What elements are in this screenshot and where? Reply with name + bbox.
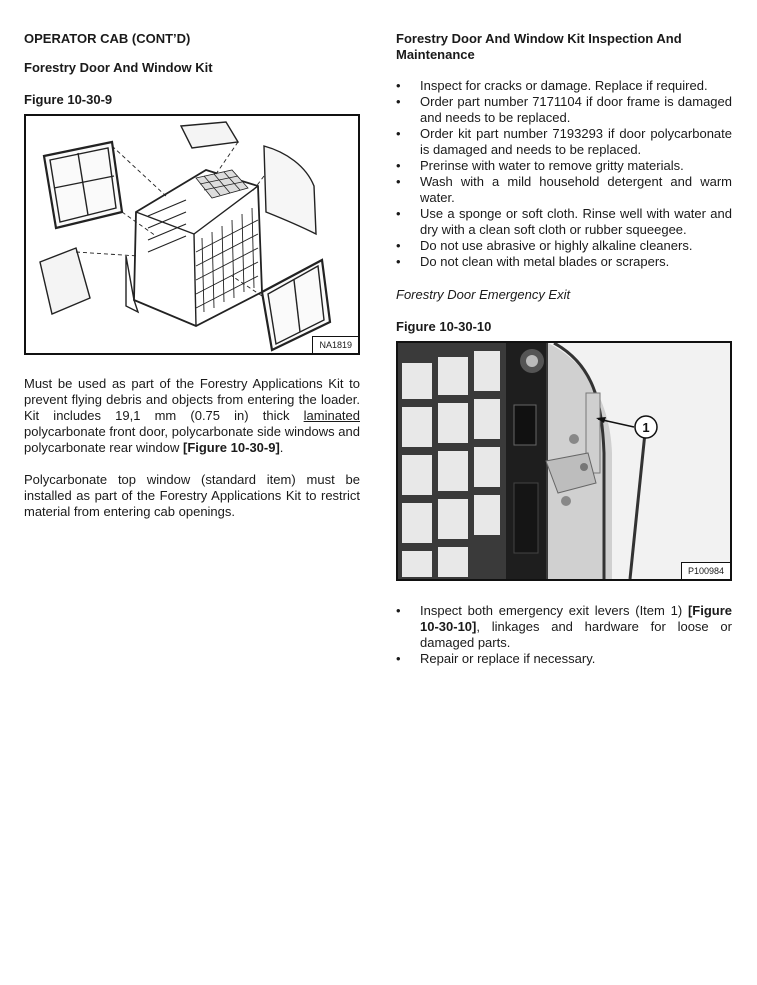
emergency-exit-list <box>396 603 732 667</box>
list-item: • Repair or replace if necessary. <box>396 651 732 667</box>
list-item-text: , linkages and hardware for loose or damaged parts. <box>420 619 732 650</box>
list-item: • Order part number 7171104 if door frame is damaged and needs to be replaced. <box>396 94 732 126</box>
paragraph-text: Must be used as part of the Forestry Applications Kit to prevent flying debris and objects from entering the loader. Kit includes 19,1 mm (0.75 in) thick <box>24 376 360 423</box>
inspection-title: Forestry Door And Window Kit Inspection And Maintenance <box>396 31 682 62</box>
emergency-exit-photo <box>396 341 732 581</box>
list-item: • Do not use abrasive or highly alkaline cleaners. <box>396 238 732 254</box>
figure-reference: [Figure 10-30-10] <box>420 603 732 634</box>
paragraph-text: . <box>279 440 284 455</box>
list-item: • Order kit part number 7193293 if door polycarbonate is damaged and needs to be replaced. <box>396 126 732 158</box>
list-item: • Inspect for cracks or damage. Replace if required. <box>396 78 732 94</box>
subsection-title: Forestry Door And Window Kit <box>24 60 213 75</box>
cab-exploded-drawing <box>26 116 358 353</box>
list-item <box>396 603 732 651</box>
top-window-paragraph: Polycarbonate top window (standard item) must be installed as part of the Forestry Applications Kit to restrict material from entering cab openings. <box>24 472 360 519</box>
underlined-word: laminated <box>303 408 360 423</box>
callout-number: 1 <box>642 420 650 435</box>
emergency-exit-title: Forestry Door Emergency Exit <box>396 287 571 302</box>
figure-caption: Figure 10-30-9 <box>24 92 113 107</box>
list-item: • Do not clean with metal blades or scrapers. <box>396 254 732 270</box>
kit-description-paragraph <box>24 376 360 456</box>
paragraph-text: polycarbonate front door, polycarbonate side windows and polycarbonate rear window <box>24 424 360 455</box>
list-item: • Use a sponge or soft cloth. Rinse well with water and dry with a clean soft cloth or rubber squeegee. <box>396 206 732 238</box>
list-item: • Prerinse with water to remove gritty materials. <box>396 158 732 174</box>
figure-reference: [Figure 10-30-9] <box>182 440 280 455</box>
emergency-exit-drawing <box>398 343 730 579</box>
section-title: OPERATOR CAB (CONT’D) <box>24 31 191 46</box>
list-item-text: Inspect both emergency exit levers (Item 1) <box>420 603 688 618</box>
figure-code-label: NA1819 <box>312 336 358 353</box>
figure-code-label: P100984 <box>681 562 730 579</box>
cab-exploded-figure <box>24 114 360 355</box>
figure-caption: Figure 10-30-10 <box>396 319 492 334</box>
inspection-list <box>396 78 732 270</box>
list-item: • Wash with a mild household detergent and warm water. <box>396 174 732 206</box>
